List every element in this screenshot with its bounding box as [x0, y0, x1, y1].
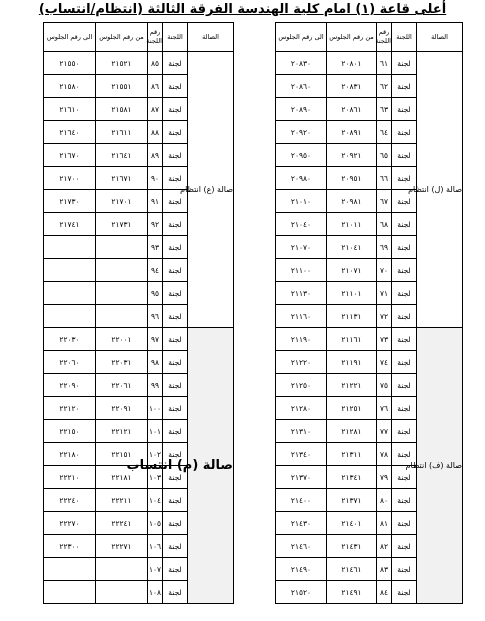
to-seat-cell: ٢٢٠٣٠	[44, 328, 96, 351]
header-from-seat: من رقم الجلوس	[96, 23, 148, 52]
committee-number-cell: ٦٨	[377, 213, 392, 236]
committee-number-cell: ١٠٧	[148, 558, 163, 581]
to-seat-cell: ٢١٢٨٠	[276, 397, 327, 420]
to-seat-cell: ٢١٢٥٠	[276, 374, 327, 397]
committee-number-cell: ١٠٥	[148, 512, 163, 535]
committee-number-cell: ١٠١	[148, 420, 163, 443]
committee-cell: لجنة	[392, 167, 417, 190]
committee-number-cell: ١٠٤	[148, 489, 163, 512]
committee-cell: لجنة	[163, 466, 188, 489]
committee-number-cell: ٧٩	[377, 466, 392, 489]
header-hall: الصالة	[188, 23, 234, 52]
committee-cell: لجنة	[163, 535, 188, 558]
to-seat-cell: ٢٢١٢٠	[44, 397, 96, 420]
to-seat-cell: ٢١٤٠٠	[276, 489, 327, 512]
committee-number-cell: ٩١	[148, 190, 163, 213]
hall-cell: صالة (ل) انتظام	[417, 52, 463, 328]
committee-cell: لجنة	[392, 489, 417, 512]
committee-cell: لجنة	[392, 121, 417, 144]
committee-number-cell: ١٠٣	[148, 466, 163, 489]
committee-cell: لجنة	[392, 558, 417, 581]
committee-cell: لجنة	[163, 236, 188, 259]
from-seat-cell: ٢١١٦١	[327, 328, 377, 351]
committee-number-cell: ٩٢	[148, 213, 163, 236]
committee-cell: لجنة	[163, 397, 188, 420]
committee-number-cell: ٧٢	[377, 305, 392, 328]
header-committee-no: رقم اللجنة	[377, 23, 392, 52]
committee-number-cell: ٦٣	[377, 98, 392, 121]
left-committee-table	[43, 22, 234, 604]
committee-cell: لجنة	[163, 213, 188, 236]
from-seat-cell: ٢١١٣١	[327, 305, 377, 328]
to-seat-cell: ٢١٧٤١	[44, 213, 96, 236]
to-seat-cell: ٢٢١٨٠	[44, 443, 96, 466]
to-seat-cell: ٢١٢٢٠	[276, 351, 327, 374]
table-header-row	[276, 23, 463, 52]
committee-cell: لجنة	[392, 282, 417, 305]
header-from-seat: من رقم الجلوس	[327, 23, 377, 52]
from-seat-cell: ٢٢٠٣١	[96, 351, 148, 374]
from-seat-cell	[96, 581, 148, 604]
from-seat-cell	[96, 305, 148, 328]
from-seat-cell: ٢١١٩١	[327, 351, 377, 374]
to-seat-cell	[44, 259, 96, 282]
committee-number-cell: ٩٧	[148, 328, 163, 351]
committee-cell: لجنة	[392, 397, 417, 420]
committee-cell: لجنة	[392, 535, 417, 558]
from-seat-cell: ٢٢٠٦١	[96, 374, 148, 397]
from-seat-cell: ٢١٠١١	[327, 213, 377, 236]
from-seat-cell: ٢١٦٧١	[96, 167, 148, 190]
committee-cell: لجنة	[392, 144, 417, 167]
committee-cell: لجنة	[392, 52, 417, 75]
to-seat-cell: ٢١٤٦٠	[276, 535, 327, 558]
committee-cell: لجنة	[163, 282, 188, 305]
to-seat-cell: ٢١٦١٠	[44, 98, 96, 121]
committee-cell: لجنة	[392, 420, 417, 443]
committee-cell: لجنة	[163, 489, 188, 512]
committee-cell: لجنة	[163, 581, 188, 604]
from-seat-cell: ٢١٢٥١	[327, 397, 377, 420]
to-seat-cell	[44, 581, 96, 604]
from-seat-cell: ٢٢٠٠١	[96, 328, 148, 351]
committee-cell: لجنة	[163, 328, 188, 351]
to-seat-cell: ٢١١٣٠	[276, 282, 327, 305]
to-seat-cell: ٢٠٨٩٠	[276, 98, 327, 121]
header-committee: اللجنة	[163, 23, 188, 52]
to-seat-cell: ٢٠٨٦٠	[276, 75, 327, 98]
committee-number-cell: ١٠٦	[148, 535, 163, 558]
committee-number-cell: ٨٨	[148, 121, 163, 144]
committee-number-cell: ٩٤	[148, 259, 163, 282]
from-seat-cell	[96, 236, 148, 259]
committee-cell: لجنة	[163, 167, 188, 190]
committee-number-cell: ٩٨	[148, 351, 163, 374]
to-seat-cell: ٢١٥٢٠	[276, 581, 327, 604]
to-seat-cell: ٢٠٩٨٠	[276, 167, 327, 190]
to-seat-cell	[44, 282, 96, 305]
committee-cell: لجنة	[163, 52, 188, 75]
from-seat-cell: ٢١٣٧١	[327, 489, 377, 512]
from-seat-cell: ٢١٦٤١	[96, 144, 148, 167]
from-seat-cell: ٢١٣١١	[327, 443, 377, 466]
committee-number-cell: ١٠٨	[148, 581, 163, 604]
committee-cell: لجنة	[163, 259, 188, 282]
header-to-seat: الى رقم الجلوس	[44, 23, 96, 52]
committee-cell: لجنة	[163, 75, 188, 98]
committee-cell: لجنة	[392, 213, 417, 236]
to-seat-cell: ٢١١٠٠	[276, 259, 327, 282]
from-seat-cell: ٢١٤٠١	[327, 512, 377, 535]
from-seat-cell: ٢١٤٣١	[327, 535, 377, 558]
to-seat-cell: ٢١٧٣٠	[44, 190, 96, 213]
hall-cell: صالة (ع) انتظام	[188, 52, 234, 328]
committee-cell: لجنة	[163, 190, 188, 213]
from-seat-cell: ٢٠٩٢١	[327, 144, 377, 167]
from-seat-cell: ٢٠٩٨١	[327, 190, 377, 213]
to-seat-cell: ٢١١٦٠	[276, 305, 327, 328]
committee-cell: لجنة	[392, 75, 417, 98]
committee-cell: لجنة	[163, 121, 188, 144]
from-seat-cell: ٢١٣٤١	[327, 466, 377, 489]
from-seat-cell	[96, 282, 148, 305]
header-committee: اللجنة	[392, 23, 417, 52]
to-seat-cell	[44, 236, 96, 259]
to-seat-cell: ٢١٦٧٠	[44, 144, 96, 167]
committee-number-cell: ١٠٢	[148, 443, 163, 466]
from-seat-cell: ٢١٤٩١	[327, 581, 377, 604]
committee-cell: لجنة	[392, 351, 417, 374]
to-seat-cell: ٢١٥٨٠	[44, 75, 96, 98]
committee-number-cell: ٨٦	[148, 75, 163, 98]
from-seat-cell: ٢١٤٦١	[327, 558, 377, 581]
from-seat-cell: ٢٠٨٩١	[327, 121, 377, 144]
committee-number-cell: ٧٠	[377, 259, 392, 282]
committee-cell: لجنة	[163, 512, 188, 535]
hall-cell: صالة (ف) انتظام	[417, 328, 463, 604]
committee-cell: لجنة	[163, 374, 188, 397]
from-seat-cell: ٢١٢٨١	[327, 420, 377, 443]
to-seat-cell: ٢٢٢٧٠	[44, 512, 96, 535]
committee-number-cell: ٦١	[377, 52, 392, 75]
committee-cell: لجنة	[163, 305, 188, 328]
committee-cell: لجنة	[392, 259, 417, 282]
to-seat-cell: ٢٢٠٩٠	[44, 374, 96, 397]
table-row	[276, 52, 463, 75]
committee-number-cell: ٨٧	[148, 98, 163, 121]
to-seat-cell: ٢٢١٥٠	[44, 420, 96, 443]
to-seat-cell: ٢٠٨٣٠	[276, 52, 327, 75]
from-seat-cell: ٢٠٩٥١	[327, 167, 377, 190]
committee-cell: لجنة	[163, 558, 188, 581]
to-seat-cell: ٢١١٩٠	[276, 328, 327, 351]
to-seat-cell: ٢١٤٩٠	[276, 558, 327, 581]
table-row	[276, 328, 463, 351]
committee-cell: لجنة	[163, 420, 188, 443]
committee-cell: لجنة	[392, 190, 417, 213]
to-seat-cell: ٢١٠١٠	[276, 190, 327, 213]
to-seat-cell: ٢٠٩٢٠	[276, 121, 327, 144]
committee-number-cell: ٧٨	[377, 443, 392, 466]
from-seat-cell: ٢١٢٢١	[327, 374, 377, 397]
from-seat-cell: ٢١٠٧١	[327, 259, 377, 282]
to-seat-cell: ٢٢٠٦٠	[44, 351, 96, 374]
to-seat-cell: ٢٢٣٠٠	[44, 535, 96, 558]
committee-number-cell: ٩٣	[148, 236, 163, 259]
from-seat-cell: ٢٢٠٩١	[96, 397, 148, 420]
table-header-row	[44, 23, 234, 52]
committee-cell: لجنة	[392, 581, 417, 604]
hall-cell: صالة (م) انتساب	[188, 328, 234, 604]
committee-cell: لجنة	[163, 98, 188, 121]
from-seat-cell: ٢٠٨٣١	[327, 75, 377, 98]
from-seat-cell: ٢٢١٢١	[96, 420, 148, 443]
from-seat-cell: ٢٠٨٠١	[327, 52, 377, 75]
from-seat-cell: ٢١٦١١	[96, 121, 148, 144]
from-seat-cell: ٢١٥٨١	[96, 98, 148, 121]
committee-cell: لجنة	[392, 98, 417, 121]
committee-number-cell: ٦٥	[377, 144, 392, 167]
table-row	[44, 328, 234, 351]
to-seat-cell: ٢٠٩٥٠	[276, 144, 327, 167]
committee-cell: لجنة	[163, 144, 188, 167]
header-hall: الصالة	[417, 23, 463, 52]
to-seat-cell: ٢١٣١٠	[276, 420, 327, 443]
from-seat-cell: ٢٢٢٤١	[96, 512, 148, 535]
committee-number-cell: ٧٣	[377, 328, 392, 351]
from-seat-cell: ٢١٠٤١	[327, 236, 377, 259]
committee-number-cell: ٦٢	[377, 75, 392, 98]
from-seat-cell: ٢١٥٢١	[96, 52, 148, 75]
table-row	[44, 52, 234, 75]
committee-number-cell: ٧١	[377, 282, 392, 305]
committee-number-cell: ٨٤	[377, 581, 392, 604]
committee-number-cell: ٨١	[377, 512, 392, 535]
committee-number-cell: ٦٩	[377, 236, 392, 259]
committee-number-cell: ٩٦	[148, 305, 163, 328]
committee-number-cell: ٦٦	[377, 167, 392, 190]
committee-number-cell: ١٠٠	[148, 397, 163, 420]
committee-number-cell: ٧٤	[377, 351, 392, 374]
committee-cell: لجنة	[392, 328, 417, 351]
to-seat-cell: ٢١٥٥٠	[44, 52, 96, 75]
right-committee-table	[275, 22, 463, 604]
from-seat-cell: ٢٠٨٦١	[327, 98, 377, 121]
committee-cell: لجنة	[392, 236, 417, 259]
to-seat-cell: ٢٢٢١٠	[44, 466, 96, 489]
from-seat-cell: ٢١٧٣١	[96, 213, 148, 236]
from-seat-cell: ٢١٧٠١	[96, 190, 148, 213]
page-title: أعلى قاعة (١) امام كلية الهندسة الفرقة الثالثة (انتظام/انتساب)	[38, 2, 447, 17]
committee-number-cell: ٩٩	[148, 374, 163, 397]
to-seat-cell: ٢١٠٤٠	[276, 213, 327, 236]
committee-number-cell: ٨٠	[377, 489, 392, 512]
to-seat-cell: ٢١٣٧٠	[276, 466, 327, 489]
committee-cell: لجنة	[392, 512, 417, 535]
from-seat-cell: ٢١٥٥١	[96, 75, 148, 98]
committee-cell: لجنة	[392, 305, 417, 328]
to-seat-cell: ٢١٦٤٠	[44, 121, 96, 144]
to-seat-cell: ٢١٧٠٠	[44, 167, 96, 190]
committee-cell: لجنة	[392, 374, 417, 397]
committee-number-cell: ٧٥	[377, 374, 392, 397]
from-seat-cell	[96, 259, 148, 282]
to-seat-cell: ٢١٤٣٠	[276, 512, 327, 535]
committee-number-cell: ٨٢	[377, 535, 392, 558]
committee-number-cell: ٦٧	[377, 190, 392, 213]
from-seat-cell: ٢٢٢١١	[96, 489, 148, 512]
committee-cell: لجنة	[163, 443, 188, 466]
committee-number-cell: ٦٤	[377, 121, 392, 144]
committee-number-cell: ٩٥	[148, 282, 163, 305]
from-seat-cell: ٢٢١٨١	[96, 466, 148, 489]
to-seat-cell: ٢٢٢٤٠	[44, 489, 96, 512]
committee-number-cell: ٨٣	[377, 558, 392, 581]
committee-number-cell: ٨٩	[148, 144, 163, 167]
committee-number-cell: ٧٦	[377, 397, 392, 420]
to-seat-cell: ٢١٣٤٠	[276, 443, 327, 466]
committee-cell: لجنة	[392, 466, 417, 489]
header-committee-no: رقم اللجنة	[148, 23, 163, 52]
committee-cell: لجنة	[163, 351, 188, 374]
from-seat-cell	[96, 558, 148, 581]
to-seat-cell	[44, 558, 96, 581]
committee-number-cell: ٧٧	[377, 420, 392, 443]
committee-number-cell: ٩٠	[148, 167, 163, 190]
from-seat-cell: ٢١١٠١	[327, 282, 377, 305]
to-seat-cell	[44, 305, 96, 328]
from-seat-cell: ٢٢١٥١	[96, 443, 148, 466]
committee-number-cell: ٨٥	[148, 52, 163, 75]
to-seat-cell: ٢١٠٧٠	[276, 236, 327, 259]
from-seat-cell: ٢٢٢٧١	[96, 535, 148, 558]
committee-cell: لجنة	[392, 443, 417, 466]
header-to-seat: الى رقم الجلوس	[276, 23, 327, 52]
